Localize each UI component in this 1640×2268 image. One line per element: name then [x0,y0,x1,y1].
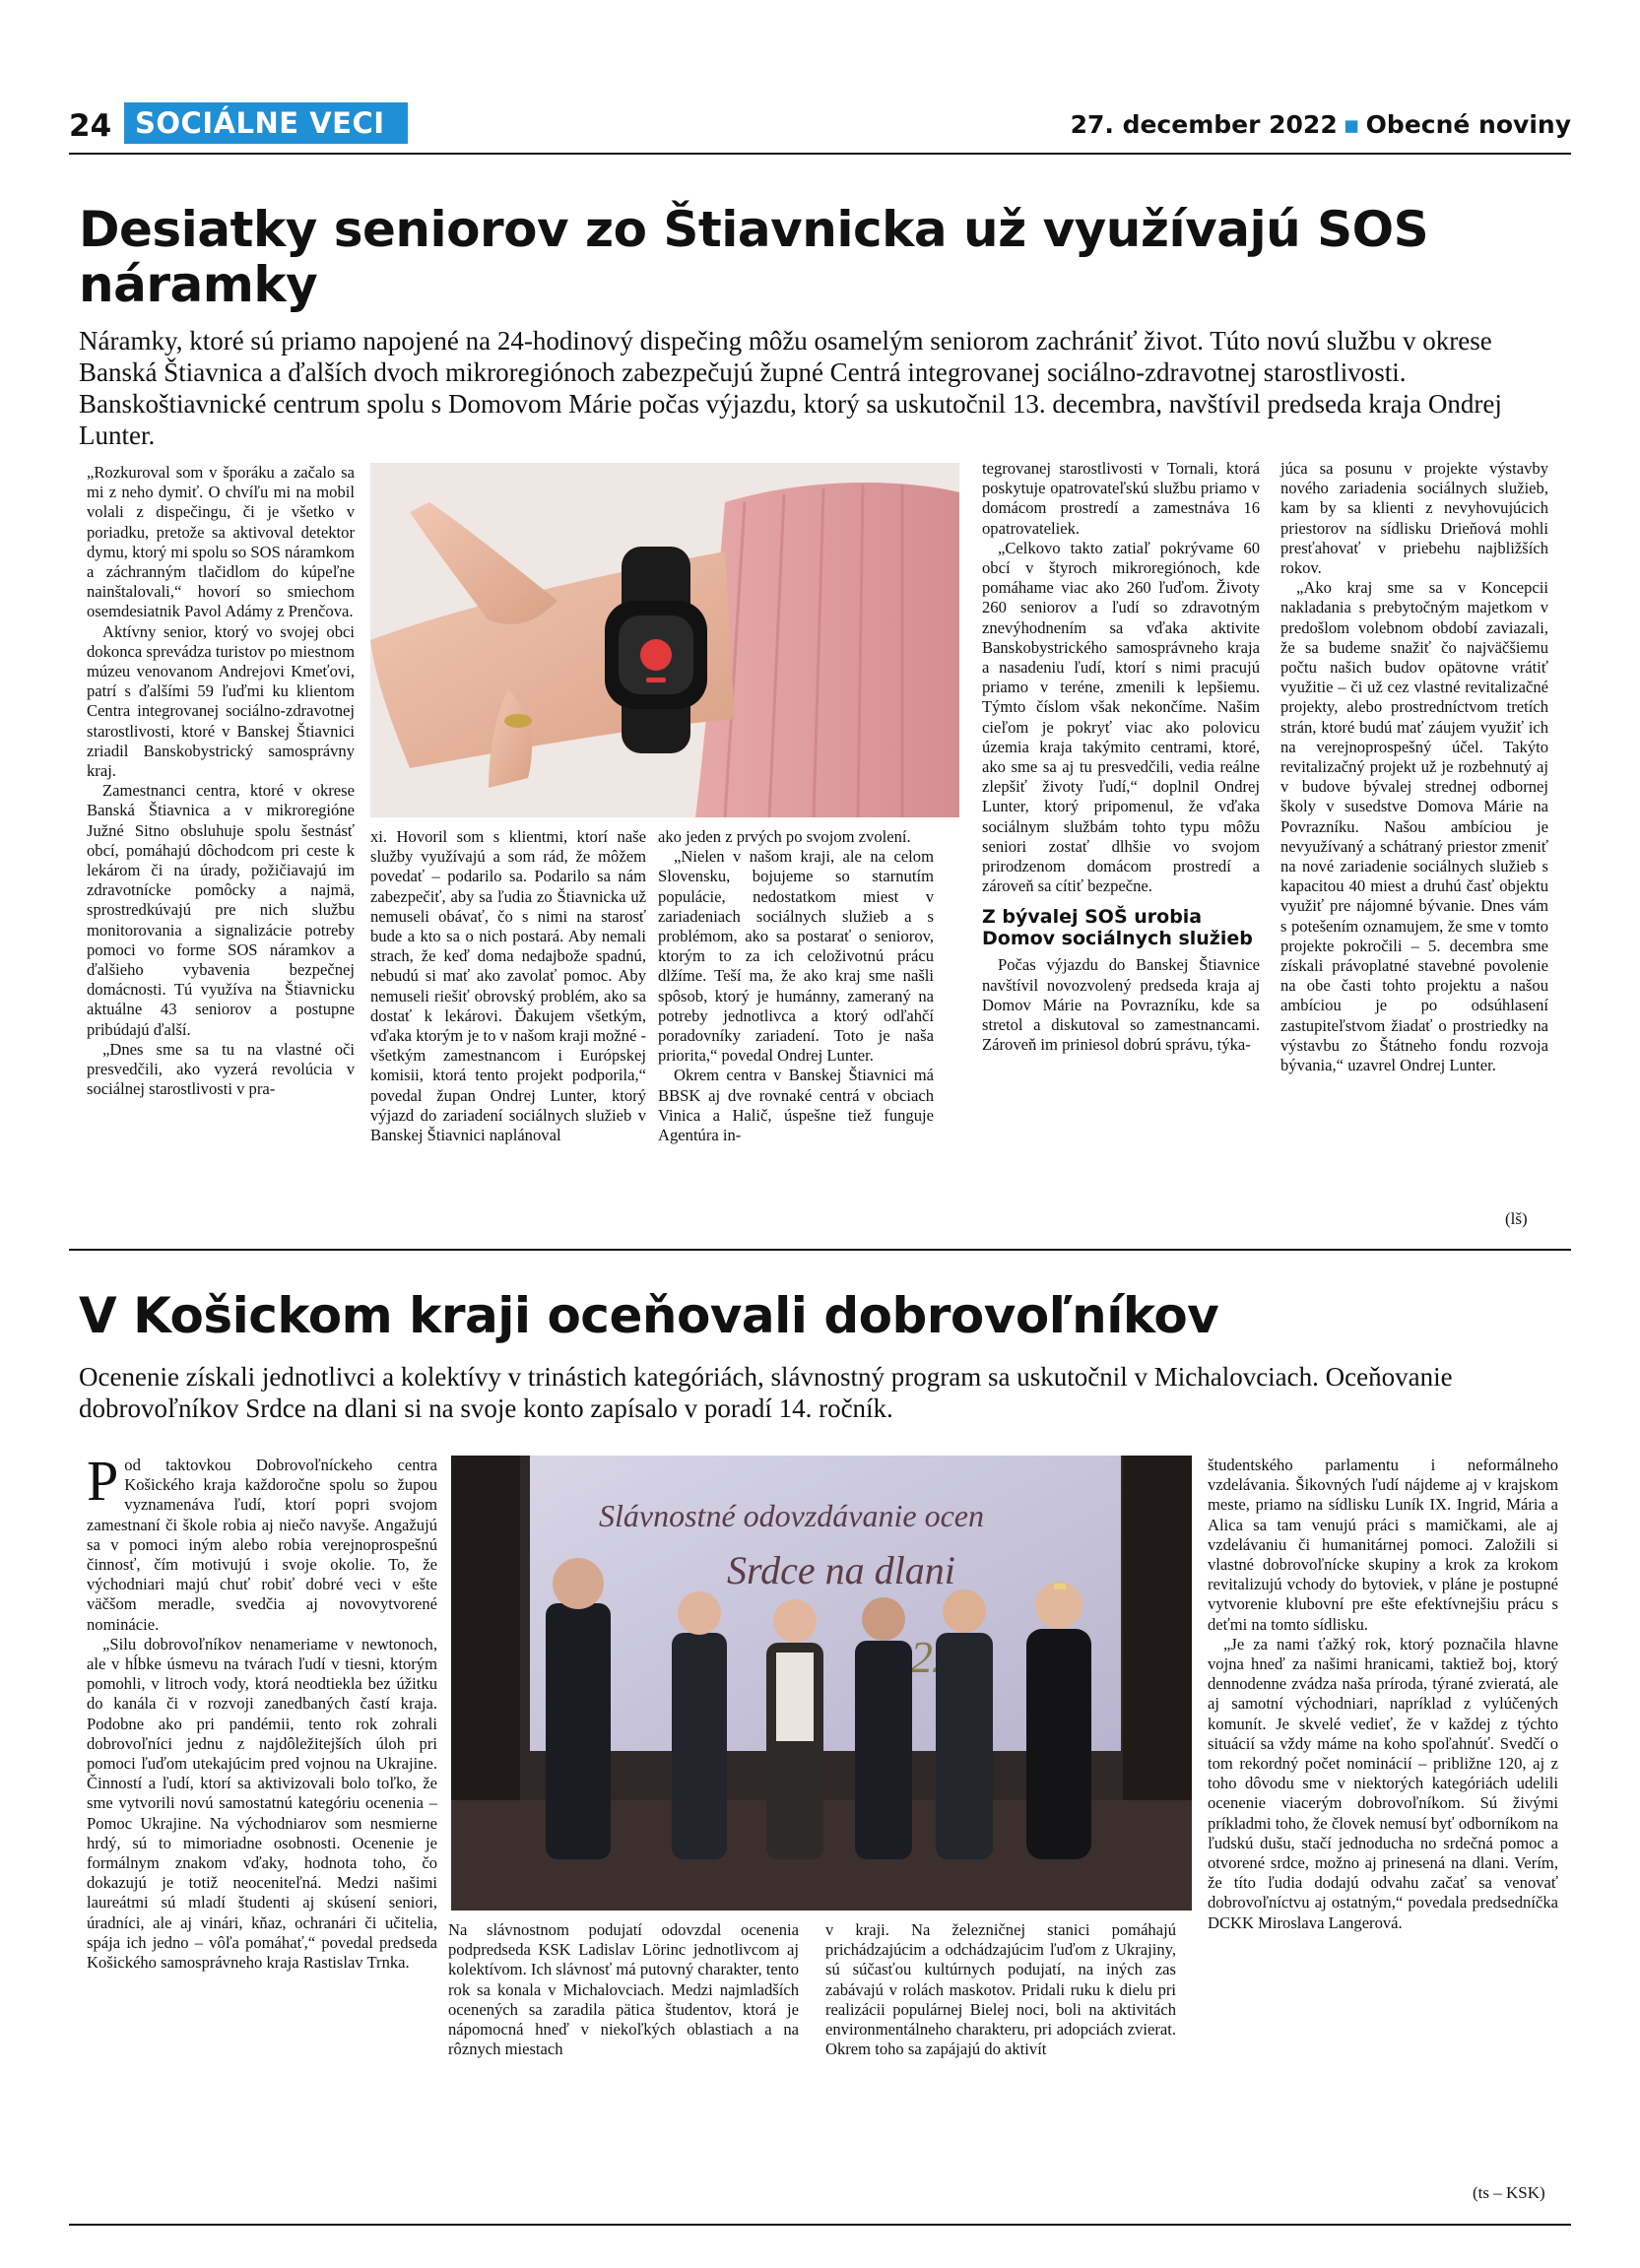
article2-column-4 [1208,1456,1558,1933]
article2-signature: (ts – KSK) [1473,2183,1545,2202]
paragraph: „Celkovo takto zatiaľ pokrývame 60 obcí v štyroch mikroregiónoch, kde pomáhame viac ako 260 ľuďom. Životy 260 seniorov a ľudí so zdravotným znevýhodnením sa vďaka aktivite Banskobystrického samosprávneho kraja a nasadeniu ľudí, ktorí s nimi pracujú priamo v teréne, zmenili k lepšiemu. Týmto číslom však nekončíme. Našim cieľom je pokryť viac ako polovicu územia kraja takýmito centrami, ktoré, ako sme sa aj tu presvedčili, vedia reálne zlepšiť životy ľudí,“ doplnil Ondrej Lunter, ktorý pripomenul, že vďaka sociálnym službám tohto typu môžu seniori zostať dlhšie vo svojom prirodzenom domácom prostredí a zároveň sa cítiť bezpečne. [982,538,1260,896]
article1-title: Desiatky seniorov zo Štiavnicka už využívajú SOS náramky [79,201,1429,313]
drop-cap: P [87,1449,119,1513]
paragraph: „Je za nami ťažký rok, ktorý poznačila hlavne vojna hneď za našimi hranicami, taktiež boj, ktorý dennodenne zvádza naša príroda, týrané zvieratá, ale aj samotní východniari, napríklad z vylúčených komunít. Je skvelé vedieť, že v každej z týchto situácií sa vždy máme na koho spoľahnúť. Svedčí o tom rekordný počet nominácií – približne 120, aj z toho dôvodu sme v niektorých kategóriách udelili ocenenie viacerým dobrovoľníkom. Sú živými príkladmi toho, že človek nemusí byť odborníkom na ľudskú dušu, stačí jednoducha no srdečná pomoc a otvorené srdce, možno aj prinesená na dlani. Verím, že títo ľudia dodajú odvahu začať sa venovať dobrovoľníctvu aj ostatným,“ povedala predsedníčka DCKK Miroslava Langerová. [1208,1634,1558,1932]
paragraph: tegrovanej starostlivosti v Tornali, ktorá poskytuje opatrovateľskú službu priamo v domácom prostredí a zamestnáva 16 opatrovateliek. [982,459,1260,538]
award-ceremony-photo-icon [451,1456,1192,1911]
article2-column-2 [448,1920,799,2059]
article1-column-3 [658,827,934,1145]
article2-photo [451,1456,1192,1911]
paragraph: študentského parlamentu i neformálneho vzdelávania. Šikovných ľudí nájdeme aj v krajskom meste, priamo na sídlisku Luník IX. Ingrid, Mária a Alica sa tam venujú práci s mamičkami, ale aj vzdelávaniu či humanitárnej pomoci. Založili si vlastné dobrovoľnícke skupiny a krok za krokom revitalizujú vchody do bytoviek, v pláne je postupné vytvorenie klubovní pre ešte efektívnejšiu prácu s deťmi na tomto sídlisku. [1208,1456,1558,1634]
paragraph: „Ako kraj sme sa v Koncepcii nakladania s prebytočným majetkom v predošlom volebnom období zaviazali, že sa budeme snažiť čo najväčšiemu počtu našich budov opätovne vrátiť využitie – či už cez vlastné revitalizačné projekty, alebo prostredníctvom tretích strán, ktoré budú mať záujem využiť ich na verejnoprospešný účel. Takýto revitalizačný projekt už je rozbehnutý aj v budove bývalej strednej odbornej školy v susedstve Domova Márie na Povrazníku. Našou ambíciou je nevyužívaný a schátraný priestor zmeniť na nové zariadenie sociálnych služieb s kapacitou 40 miest a druhú časť objektu využiť pre nájomné bývanie. Dnes vám s potešením oznamujem, že sme v tomto projekte pokročili – 5. decembra sme získali právoplatné stavebné povolenie na obe časti tohto projektu a našou ambíciou je po odsúhlasení zastupiteľstvom žiadať o prostriedky na výstavbu zo Štátneho fondu rozvoja bývania,“ uzavrel Ondrej Lunter. [1280,578,1548,1075]
paragraph: v kraji. Na železničnej stanici pomáhajú prichádzajúcim a odchádzajúcim ľuďom z Ukrajiny, sú súčasťou kultúrnych podujatí, na iných zas zabávajú v rolách maskotov. Pridali ruku k dielu pri realizácii populárnej Bielej noci, boli na aktivitách environmentálneho charakteru, pri adopciách zvierat. Okrem toho sa zapájajú do aktivít [825,1920,1176,2059]
article1-column-5 [1280,459,1548,1075]
masthead [1071,110,1571,139]
separator-dot-icon: ▪ [1343,110,1360,139]
paragraph: júca sa posunu v projekte výstavby nového zariadenia sociálnych služieb, kam by sa klienti z nevyhovujúcich priestorov na sídlisku Drieňová mohli presťahovať v priebehu najbližších rokov. [1280,459,1548,578]
paragraph: xi. Hovoril som s klientmi, ktorí naše služby využívajú a som rád, že môžem povedať – podarilo sa. Podarilo sa nám zabezpečiť, aby sa ľudia zo Štiavnicka už nemuseli obávať, čo s nimi na starosť bude a kto sa o nich postará. Aby nemali strach, že keď doma nedajbože spadnú, nebudú si mať ako zavolať pomoc. Aby nemuseli riešiť obrovský problém, ako sa dostať k lekárovi. Ďakujem všetkým, vďaka ktorým je to v našom kraji možné - všetkým zamestnancom i Európskej komisii, ktorá tento projekt podporila,“ povedal župan Ondrej Lunter, ktorý výjazd do zariadení sociálnych služieb v Banskej Štiavnici naplánoval [370,827,646,1145]
section-label: SOCIÁLNE VECI [124,102,408,144]
article1-subheading: Z bývalej SOŠ urobia Domov sociálnych služieb [982,906,1253,950]
paragraph-text: od taktovkou Dobrovoľníckeho centra Košického kraja každoročne spolu so župou vyznamenáva ľudí, ktorí popri svojom zamestnaní či škole robia aj niečo navyše. Angažujú sa v pomoci iným alebo robia verejnoprospešnú činnosť, čím motivujú i svoje okolie. To, že východniari majú chuť robiť dobré veci v ešte väčšom meradle, svedčia aj novovytvorené nominácie. [87,1456,437,1634]
paragraph: „Nielen v našom kraji, ale na celom Slovensku, bojujeme so starnutím populácie, nedostatkom miest v zariadeniach sociálnych služieb a s problémom, ako sa postarať o seniorov, ktorým to za ich celoživotnú prácu dlžíme. Teší ma, že ako kraj sme našli spôsob, ktorý je humánny, zameraný na potreby jednotlivca a ktorý odľahčí poradovníky zariadení. Toto je naša priorita,“ povedal Ondrej Lunter. [658,847,934,1066]
article1-photo [370,463,959,817]
paragraph: Aktívny senior, ktorý vo svojej obci dokonca sprevádza turistov po miestnom múzeu venovanom Andrejovi Kmeťovi, patrí s ďalšími 59 ľuďmi ku klientom Centra integrovanej sociálno-zdravotnej starostlivosti, ktoré v Banskej Štiavnici zriadil Banskobystrický samosprávny kraj. [87,621,355,781]
article1-column-1 [87,463,355,1100]
article-divider [69,1249,1571,1251]
article2-lead: Ocenenie získali jednotlivci a kolektívy v trinástich kategóriách, slávnostný program sa uskutočnil v Michalovciach. Oceňovanie dobrovoľníkov Srdce na dlani si na svoje konto zapísalo v poradí 14. ročník. [79,1362,1453,1423]
paragraph: ako jeden z prvých po svojom zvolení. [658,827,911,846]
issue-date: 27. december 2022 [1070,110,1338,139]
article2-column-3 [825,1920,1176,2059]
paragraph: Okrem centra v Banskej Štiavnici má BBSK aj dve rovnaké centrá v obciach Vinica a Halič, úspešne tiež funguje Agentúra in- [658,1066,934,1145]
article1-signature: (lš) [1505,1209,1528,1228]
paragraph: „Dnes sme sa tu na vlastné oči presvedčili, ako vyzerá revolúcia v sociálnej starostlivosti v pra- [87,1039,355,1099]
article2-column-1 [87,1449,437,1973]
screen-text-line2: Srdce na dlani [727,1548,955,1592]
article1-column-4 [982,459,1260,1055]
paragraph: Počas výjazdu do Banskej Štiavnice navštívil novozvolený predseda kraja aj Domov Márie na Povrazníku, kde sa stretol a diskutoval so zamestnancami. Zároveň im priniesol dobrú správu, týka- [982,955,1260,1055]
paragraph: „Silu dobrovoľníkov nenameriame v newtonoch, ale v hĺbke úsmevu na tvárach ľudí v tiesni, ktorým pomohli, v litroch vody, ktorá neodtiekla bez úžitku do kanála či v rozvoji zanedbaných častí kraja. Podobne ako pri pandémii, tento rok zohrali dobrovoľníci jednu z najdôležitejších úloh pri pomoci ľuďom utekajúcim pred vojnou na Ukrajine. Činností a ľudí, ktorí sa aktivizovali bolo toľko, že sme vytvorili novú samostatnú kategóriu ocenenia – Pomoc Ukrajine. Na východniarov som nesmierne hrdý, sú to mimoriadne osobnosti. Ocenenie je formálnym znakom vďaky, hodnota toho, čo dokazujú je totiž neoceniteľná. Medzi našimi laureátmi sú mladí študenti aj skúsení seniori, úradníci, ale aj vinári, kňaz, ochranári či učitelia, spája ich jedno – vôľa pomáhať,“ povedal predseda Košického samosprávneho kraja Rastislav Trnka. [87,1634,437,1973]
article1-lead: Náramky, ktoré sú priamo napojené na 24-hodinový dispečing môžu osamelým seniorom zachrániť život. Túto novú službu v okrese Banská Štiavnica a ďalších dvoch mikroregiónoch zabezpečujú župné Centrá integrovanej sociálno-zdravotnej starostlivosti. Banskoštiavnické centrum spolu s Domovom Márie počas výjazdu, ktorý sa uskutočnil 13. decembra, navštívil predseda kraja Ondrej Lunter. [79,326,1502,450]
footer-rule [69,2224,1571,2226]
paragraph: Zamestnanci centra, ktoré v okrese Banská Štiavnica a v mikroregióne Južné Sitno obsluhuje spolu šestnásť obcí, pomáhajú dôchodcom pri ceste k lekárom či na úrady, požičiavajú im zdravotnícke pomôcky a najmä, sprostredkúvajú pre nich službu monitorovania a signalizácie potreby pomoci vo forme SOS náramkov a ďalšieho vybavenia bezpečnej domácnosti. Tú využíva na Štiavnicku aktuálne 43 seniorov a postupne pribúdajú ďalší. [87,781,355,1039]
page-number: 24 [69,108,112,144]
header-rule [69,153,1571,155]
wrist-sos-bracelet-photo-icon [370,463,959,817]
article2-title: V Košickom kraji oceňovali dobrovoľníkov [79,1287,1219,1344]
screen-text-line1: Slávnostné odovzdávanie ocen [599,1498,984,1533]
article1-column-2 [370,827,646,1145]
paragraph: Na slávnostnom podujatí odovzdal ocenenia podpredseda KSK Ladislav Lörinc jednotlivcom aj kolektívom. Ich slávnosť má putovný charakter, tento rok sa konala v Michalovciach. Medzi najmladších ocenených sa zaradila pätica študentov, ktorá je nápomocná hneď v niekoľkých oblastiach a na rôznych miestach [448,1920,799,2059]
paragraph: „Rozkuroval som v šporáku a začalo sa mi z neho dymiť. O chvíľu mi na mobil volali z dispečingu, či je všetko v poriadku, pretože sa aktivoval detektor dymu, ktorý mi spolu so SOS náramkom a záchranným tlačidlom do kúpeľne nainštalovali,“ hovorí so smiechom osemdesiatnik Pavol Adámy z Prenčova. [87,463,355,621]
paragraph [87,1449,437,1635]
publication-name: Obecné noviny [1365,110,1571,139]
